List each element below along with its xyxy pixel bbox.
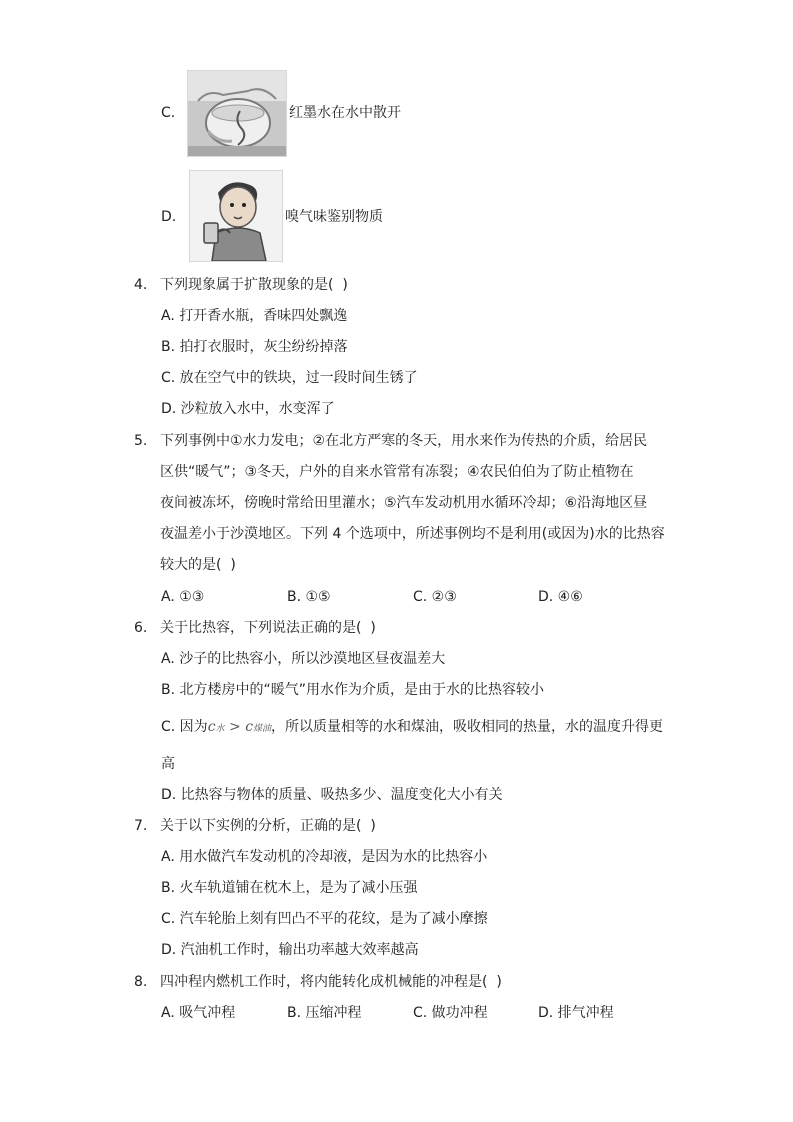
question-6-option-c [161,718,663,738]
question-8-option-d: D. 排气冲程 [538,1005,614,1021]
question-6-option-b: B. 北方楼房中的“暖气”用水作为介质，是由于水的比热容较小 [161,682,545,698]
option-d-text: 嗅气味鉴别物质 [285,209,383,225]
question-5-option-d: D. ④⑥ [538,589,583,605]
question-8-option-a: A. 吸气冲程 [161,1005,236,1021]
option-c-text: 红墨水在水中散开 [289,105,401,121]
question-4-option-c: C. 放在空气中的铁块，过一段时间生锈了 [161,370,418,386]
option-letter-c: C. [161,105,176,121]
c-kerosene-symbol: c [245,719,254,735]
ink-diffusion-image [187,70,287,157]
question-8-option-b: B. 压缩冲程 [287,1005,362,1021]
question-6-option-d: D. 比热容与物体的质量、吸热多少、温度变化大小有关 [161,787,503,803]
c-water-symbol: c [207,719,216,735]
question-6-option-a: A. 沙子的比热容小，所以沙漠地区昼夜温差大 [161,651,446,667]
question-5-option-a: A. ①③ [161,589,205,605]
question-8-number: 8. [134,974,148,990]
question-6-stem: 关于比热容，下列说法正确的是( ) [160,620,376,636]
boy-smelling-image [189,170,283,262]
question-5-line-4: 夜温差小于沙漠地区。下列 4 个选项中，所述事例均不是利用(或因为)水的比热容 [160,526,665,542]
c-water-subscript: 水 [215,724,225,734]
question-5-line-5: 较大的是( ) [160,557,236,573]
question-4-number: 4. [134,277,148,293]
question-7-option-b: B. 火车轨道铺在枕木上，是为了减小压强 [161,880,418,896]
question-4-option-b: B. 拍打衣服时，灰尘纷纷掉落 [161,339,348,355]
question-4-stem: 下列现象属于扩散现象的是( ) [160,277,348,293]
option-c-prefix: C. 因为 [161,719,208,735]
question-6-option-c-continued: 高 [161,756,175,772]
option-c-suffix: ，所以质量相等的水和煤油，吸收相同的热量，水的温度升得更 [271,719,664,735]
question-7-option-d: D. 汽油机工作时，输出功率越大效率越高 [161,942,419,958]
question-5-option-c: C. ②③ [413,589,457,605]
question-4-option-d: D. 沙粒放入水中，水变浑了 [161,401,335,417]
question-7-number: 7. [134,818,148,834]
question-6-number: 6. [134,620,148,636]
question-5-number: 5. [134,433,148,449]
question-5-option-b: B. ①⑤ [287,589,331,605]
question-7-option-c: C. 汽车轮胎上刻有凹凸不平的花纹，是为了减小摩擦 [161,911,488,927]
greater-than-sign: > [224,719,246,735]
question-7-option-a: A. 用水做汽车发动机的冷却液，是因为水的比热容小 [161,849,488,865]
c-kerosene-subscript: 煤油 [253,724,272,734]
question-8-option-c: C. 做功冲程 [413,1005,488,1021]
question-8-stem: 四冲程内燃机工作时，将内能转化成机械能的冲程是( ) [160,974,502,990]
option-letter-d: D. [161,209,177,225]
question-4-option-a: A. 打开香水瓶，香味四处飘逸 [161,308,348,324]
question-5-line-3: 夜间被冻坏，傍晚时常给田里灌水；⑤汽车发动机用水循环冷却；⑥沿海地区昼 [160,495,648,511]
question-5-line-1: 下列事例中①水力发电；②在北方严寒的冬天，用水来作为传热的介质，给居民 [160,433,648,449]
question-7-stem: 关于以下实例的分析，正确的是( ) [160,818,376,834]
question-5-line-2: 区供“暖气”；③冬天，户外的自来水管常有冻裂；④农民伯伯为了防止植物在 [160,464,634,480]
